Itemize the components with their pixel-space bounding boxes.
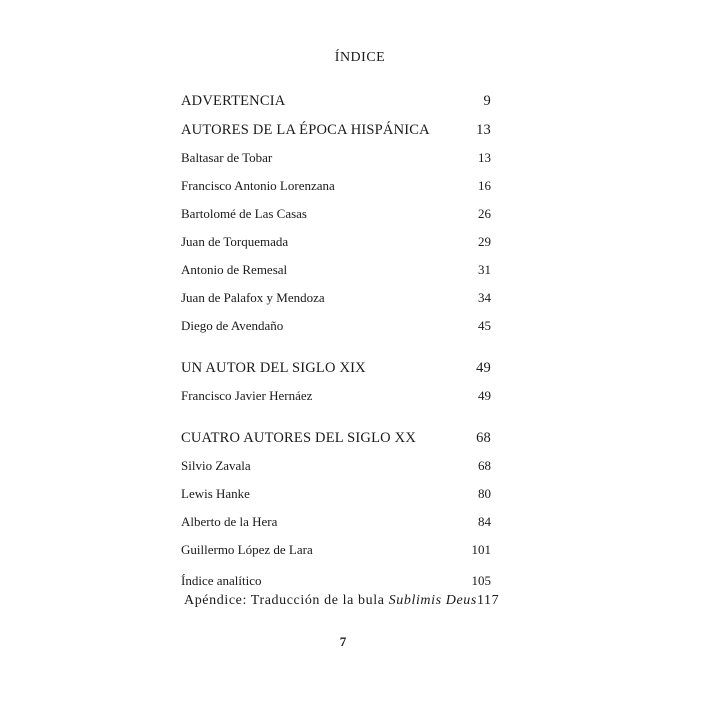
toc-label: ADVERTENCIA (181, 92, 286, 109)
toc-entry[interactable] (181, 232, 491, 252)
toc-label: CUATRO AUTORES DEL SIGLO XX (181, 429, 416, 446)
toc-entry[interactable] (181, 571, 491, 591)
toc-entry[interactable] (181, 204, 491, 224)
toc-label: Juan de Torquemada (181, 234, 289, 249)
toc-label: Diego de Avendaño (181, 318, 284, 333)
toc-label: AUTORES DE LA ÉPOCA HISPÁNICA (181, 121, 430, 138)
toc-label: Antonio de Remesal (181, 262, 288, 277)
toc-section[interactable] (181, 428, 491, 448)
appendix-prefix: Apéndice: Traducción de la bula (184, 593, 389, 608)
toc-entry[interactable] (181, 260, 491, 280)
toc-page-number: 26 (478, 206, 491, 221)
toc-label: Francisco Antonio Lorenzana (181, 178, 335, 193)
toc-page-number: 13 (476, 121, 491, 138)
toc-page-number: 84 (478, 514, 491, 529)
toc-entry[interactable] (181, 148, 491, 168)
toc-label: Guillermo López de Lara (181, 542, 313, 557)
toc-page-number: 45 (478, 318, 491, 333)
toc-entry[interactable] (181, 484, 491, 504)
toc-page-number: 68 (478, 458, 491, 473)
toc-page-number: 117 (476, 593, 500, 608)
toc-page-number: 49 (476, 359, 491, 376)
toc-entry[interactable] (181, 288, 491, 308)
toc-label (184, 593, 477, 609)
toc-entry-appendix[interactable] (184, 591, 500, 611)
toc-section[interactable] (181, 120, 491, 140)
toc-page-number: 16 (478, 178, 491, 193)
toc-page-number: 34 (478, 290, 491, 305)
toc-entry[interactable] (181, 386, 491, 406)
toc-page-number: 31 (478, 262, 491, 277)
appendix-italic-title: Sublimis Deus (388, 593, 477, 608)
toc-page-number: 29 (478, 234, 491, 249)
toc-page-number: 9 (483, 92, 491, 109)
toc-page-number: 80 (478, 486, 491, 501)
toc-entry[interactable] (181, 456, 491, 476)
toc-section[interactable] (181, 358, 491, 378)
toc-entry[interactable] (181, 512, 491, 532)
toc-page-number: 101 (471, 542, 491, 557)
toc-label: Juan de Palafox y Mendoza (181, 290, 325, 305)
toc-label: Lewis Hanke (181, 486, 250, 501)
toc-page-number: 49 (478, 388, 491, 403)
toc-label: Alberto de la Hera (181, 514, 278, 529)
toc-label: Índice analítico (181, 573, 262, 588)
toc-entry[interactable] (181, 176, 491, 196)
toc-section[interactable] (181, 91, 491, 111)
toc-label: UN AUTOR DEL SIGLO XIX (181, 359, 366, 376)
toc-page-number: 105 (471, 573, 491, 588)
toc-page-number: 68 (476, 429, 491, 446)
toc-label: Bartolomé de Las Casas (181, 206, 307, 221)
toc-label: Francisco Javier Hernáez (181, 388, 313, 403)
toc-entry[interactable] (181, 316, 491, 336)
page-folio: 7 (339, 634, 347, 649)
page-title: ÍNDICE (334, 50, 386, 65)
toc-label: Baltasar de Tobar (181, 150, 273, 165)
toc-page-number: 13 (478, 150, 491, 165)
toc-label: Silvio Zavala (181, 458, 251, 473)
toc-entry[interactable] (181, 540, 491, 560)
